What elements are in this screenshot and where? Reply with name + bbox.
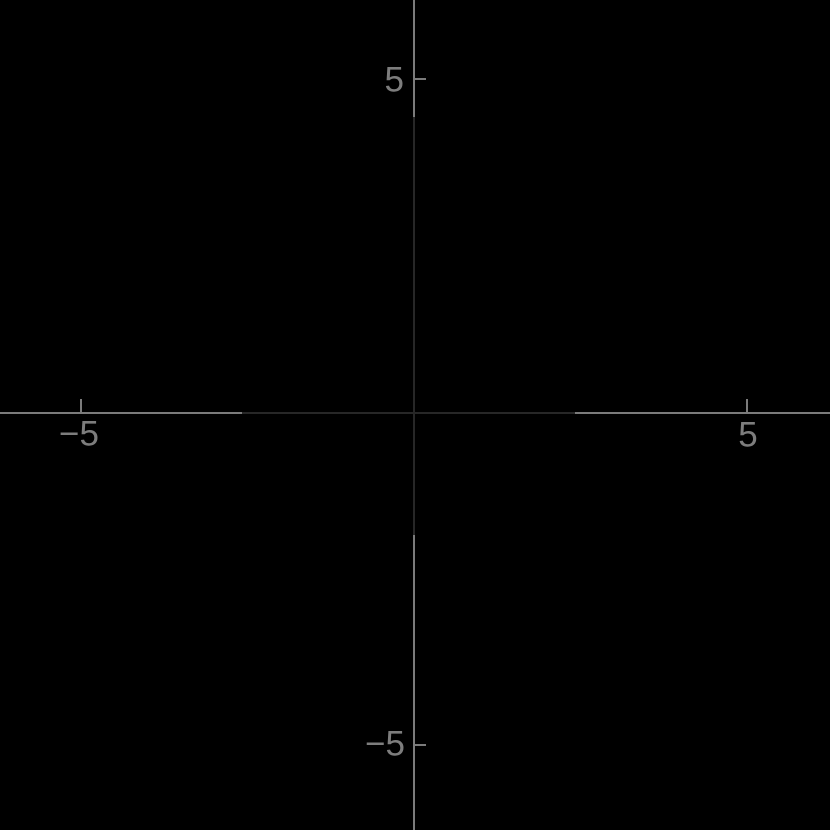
dim-overlay-region [242,117,575,535]
x-axis-tick-neg5 [80,399,82,413]
x-axis-tick-pos5 [746,399,748,413]
y-axis-tick-label-pos5: 5 [384,60,404,100]
y-axis-tick-label-neg5: −5 [365,724,405,764]
y-axis-tick-pos5 [413,78,426,80]
x-axis-tick-label-neg5: −5 [59,414,99,454]
y-axis-tick-neg5 [413,744,426,746]
y-axis [413,0,415,830]
x-axis-tick-label-pos5: 5 [738,415,758,455]
x-axis [0,412,830,414]
